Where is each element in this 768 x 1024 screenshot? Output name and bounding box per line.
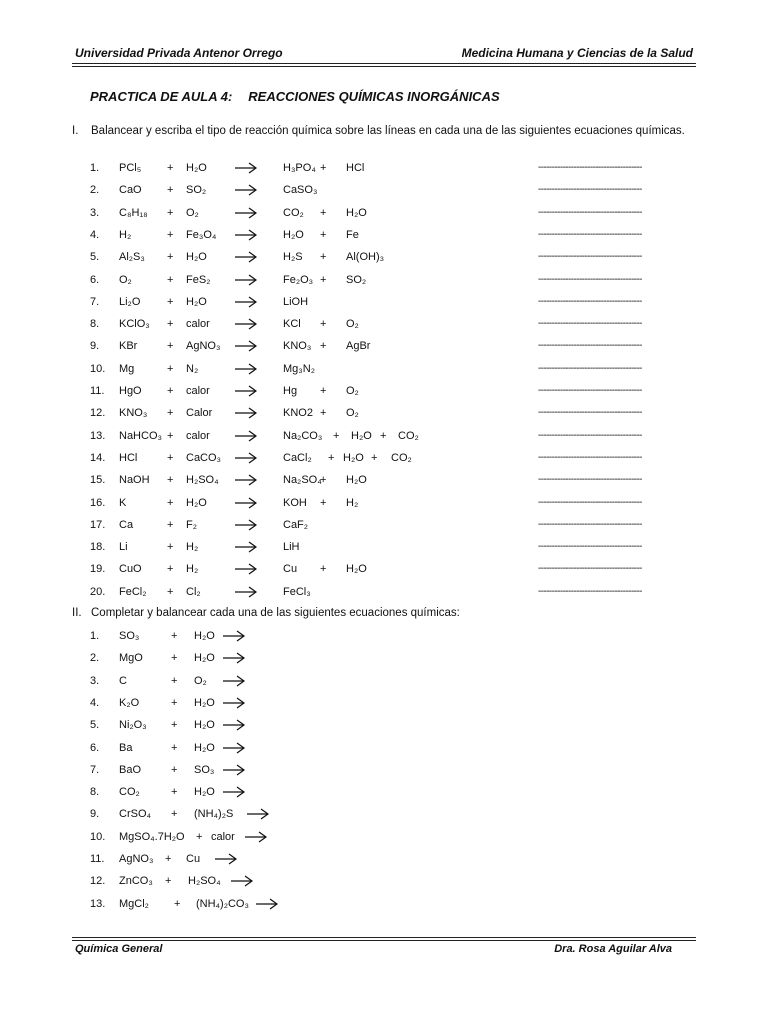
plus-sign: + bbox=[320, 407, 327, 420]
plus-sign: + bbox=[171, 741, 178, 754]
section1-numeral: I. bbox=[72, 125, 79, 137]
reactant: H₂ bbox=[119, 228, 132, 241]
reaction-arrow-icon bbox=[234, 540, 258, 554]
footer-course: Química General bbox=[75, 943, 163, 955]
reaction-arrow-icon bbox=[222, 651, 246, 665]
reactant: calor bbox=[186, 429, 210, 442]
equation-row bbox=[0, 761, 768, 779]
equation-number: 6. bbox=[90, 741, 100, 754]
reactant: KBr bbox=[119, 340, 138, 353]
answer-line: -------------------------------------- bbox=[538, 563, 642, 575]
equation-number: 9. bbox=[90, 808, 100, 821]
reactant: H₂O bbox=[194, 652, 215, 665]
plus-sign: + bbox=[320, 563, 327, 576]
plus-sign: + bbox=[171, 652, 178, 665]
reactant: H₂SO₄ bbox=[186, 474, 219, 487]
equation-row bbox=[0, 181, 768, 199]
product: H₃PO₄ bbox=[283, 162, 316, 174]
title-topic: REACCIONES QUÍMICAS INORGÁNICAS bbox=[248, 89, 500, 104]
equation-number: 6. bbox=[90, 273, 100, 286]
reactant: calor bbox=[186, 318, 210, 331]
reactant: AgNO₃ bbox=[119, 853, 154, 865]
plus-sign: + bbox=[171, 808, 178, 821]
reactant: Fe₃O₄ bbox=[186, 228, 217, 241]
product: CO₂ bbox=[398, 429, 419, 442]
equation-row bbox=[0, 805, 768, 823]
plus-sign: + bbox=[171, 763, 178, 776]
equation-number: 19. bbox=[90, 563, 106, 576]
equation-row bbox=[0, 382, 768, 400]
plus-sign: + bbox=[320, 318, 327, 331]
reaction-arrow-icon bbox=[234, 406, 258, 420]
reaction-arrow-icon bbox=[234, 317, 258, 331]
reactant: H₂O bbox=[186, 162, 207, 174]
answer-line: -------------------------------------- bbox=[538, 273, 642, 285]
page-title bbox=[90, 89, 500, 104]
footer-author: Dra. Rosa Aguilar Alva bbox=[554, 943, 672, 955]
reactant: HgO bbox=[119, 385, 142, 397]
equation-number: 4. bbox=[90, 696, 100, 709]
equation-number: 7. bbox=[90, 763, 100, 776]
product: O₂ bbox=[346, 407, 359, 420]
reaction-arrow-icon bbox=[234, 496, 258, 510]
reactant: Li bbox=[119, 541, 128, 554]
product: H₂O bbox=[346, 474, 367, 487]
footer-rule-top bbox=[72, 937, 696, 938]
product: O₂ bbox=[346, 318, 359, 331]
plus-sign: + bbox=[167, 451, 174, 464]
reactant: H₂O bbox=[194, 696, 215, 709]
reactant: (NH₄)₂S bbox=[194, 808, 234, 821]
plus-sign: + bbox=[167, 206, 174, 219]
equation-row bbox=[0, 538, 768, 556]
reactant: NaOH bbox=[119, 474, 150, 487]
equation-number: 7. bbox=[90, 295, 100, 308]
answer-line: -------------------------------------- bbox=[538, 585, 642, 597]
equation-row bbox=[0, 471, 768, 489]
reactant: H₂O bbox=[194, 630, 215, 642]
answer-line: -------------------------------------- bbox=[538, 451, 642, 463]
reactant: H₂O bbox=[194, 786, 215, 799]
header-faculty: Medicina Humana y Ciencias de la Salud bbox=[461, 46, 693, 60]
plus-sign: + bbox=[167, 585, 174, 598]
reactant: CO₂ bbox=[119, 786, 140, 799]
header-rule-bottom bbox=[72, 66, 696, 67]
plus-sign: + bbox=[380, 429, 387, 442]
equation-number: 14. bbox=[90, 451, 106, 464]
plus-sign: + bbox=[174, 897, 181, 910]
reactant: O₂ bbox=[186, 206, 199, 219]
product: H₂ bbox=[346, 496, 359, 509]
reactant: Al₂S₃ bbox=[119, 251, 145, 264]
reaction-arrow-icon bbox=[234, 585, 258, 599]
answer-line: -------------------------------------- bbox=[538, 251, 642, 263]
reactant: SO₂ bbox=[186, 184, 207, 197]
answer-line: -------------------------------------- bbox=[538, 518, 642, 530]
equation-number: 1. bbox=[90, 630, 100, 642]
product: CO₂ bbox=[283, 206, 304, 219]
reactant: K₂O bbox=[119, 696, 140, 709]
equation-number: 12. bbox=[90, 407, 106, 420]
reactant: Calor bbox=[186, 407, 213, 420]
equation-row bbox=[0, 337, 768, 355]
equation-row bbox=[0, 895, 768, 913]
answer-line: -------------------------------------- bbox=[538, 496, 642, 508]
reactant: PCl₅ bbox=[119, 162, 142, 174]
answer-line: -------------------------------------- bbox=[538, 228, 642, 240]
equation-row bbox=[0, 627, 768, 645]
reactant: AgNO₃ bbox=[186, 340, 221, 353]
equation-number: 8. bbox=[90, 318, 100, 331]
equation-number: 15. bbox=[90, 474, 106, 487]
equation-number: 11. bbox=[90, 853, 105, 865]
product: Fe₂O₃ bbox=[283, 273, 314, 286]
reaction-arrow-icon bbox=[222, 696, 246, 710]
reaction-arrow-icon bbox=[234, 228, 258, 242]
equation-row bbox=[0, 739, 768, 757]
reaction-arrow-icon bbox=[234, 273, 258, 287]
reactant: CrSO₄ bbox=[119, 808, 151, 821]
reactant: calor bbox=[211, 830, 235, 843]
product: Mg₃N₂ bbox=[283, 362, 315, 375]
reactant: FeS₂ bbox=[186, 273, 211, 286]
plus-sign: + bbox=[167, 385, 174, 397]
header-rule-top bbox=[72, 63, 696, 64]
equation-number: 5. bbox=[90, 719, 100, 732]
equation-row bbox=[0, 360, 768, 378]
answer-line: -------------------------------------- bbox=[538, 162, 642, 173]
product: LiOH bbox=[283, 295, 309, 308]
equation-row bbox=[0, 694, 768, 712]
product: H₂S bbox=[283, 251, 303, 264]
plus-sign: + bbox=[320, 273, 327, 286]
product: KOH bbox=[283, 496, 307, 509]
equation-row bbox=[0, 872, 768, 890]
product: CaSO₃ bbox=[283, 184, 318, 197]
equation-number: 18. bbox=[90, 541, 106, 554]
plus-sign: + bbox=[320, 496, 327, 509]
product: Na₂CO₃ bbox=[283, 429, 323, 442]
reactant: Ni₂O₃ bbox=[119, 719, 147, 732]
reactant: NaHCO₃ bbox=[119, 429, 162, 442]
plus-sign: + bbox=[167, 228, 174, 241]
equation-row bbox=[0, 226, 768, 244]
product: SO₂ bbox=[346, 273, 367, 286]
plus-sign: + bbox=[371, 451, 378, 464]
product: KNO₃ bbox=[283, 340, 312, 353]
reaction-arrow-icon bbox=[234, 518, 258, 532]
reactant: KNO₃ bbox=[119, 407, 148, 420]
product: H₂O bbox=[351, 429, 372, 442]
answer-line: -------------------------------------- bbox=[538, 407, 642, 419]
plus-sign: + bbox=[167, 407, 174, 420]
reactant: C bbox=[119, 674, 127, 687]
equation-row bbox=[0, 516, 768, 534]
plus-sign: + bbox=[333, 429, 340, 442]
equation-number: 5. bbox=[90, 251, 100, 264]
reactant: calor bbox=[186, 385, 210, 397]
reactant: MgO bbox=[119, 652, 143, 665]
section1-instruction: Balancear y escriba el tipo de reacción química sobre las líneas en cada una de las siguientes ecuaciones químicas. bbox=[91, 125, 685, 137]
reactant: (NH₄)₂CO₃ bbox=[196, 897, 249, 910]
reaction-arrow-icon bbox=[234, 183, 258, 197]
equation-row bbox=[0, 293, 768, 311]
product: H₂O bbox=[346, 206, 367, 219]
reactant: Ba bbox=[119, 741, 133, 754]
reaction-arrow-icon bbox=[222, 674, 246, 688]
reactant: MgSO₄.7H₂O bbox=[119, 830, 185, 843]
reaction-arrow-icon bbox=[234, 161, 258, 175]
reaction-arrow-icon bbox=[234, 295, 258, 309]
equation-number: 4. bbox=[90, 228, 100, 241]
equation-row bbox=[0, 828, 768, 846]
reaction-arrow-icon bbox=[246, 807, 270, 821]
reactant: H₂O bbox=[186, 295, 207, 308]
product: CaCl₂ bbox=[283, 451, 312, 464]
plus-sign: + bbox=[171, 630, 178, 642]
equation-row bbox=[0, 494, 768, 512]
plus-sign: + bbox=[167, 340, 174, 353]
product: AgBr bbox=[346, 340, 371, 353]
product: H₂O bbox=[346, 563, 367, 576]
product: Fe bbox=[346, 228, 359, 241]
answer-line: -------------------------------------- bbox=[538, 541, 642, 553]
reaction-arrow-icon bbox=[244, 830, 268, 844]
equation-number: 16. bbox=[90, 496, 106, 509]
header-institution: Universidad Privada Antenor Orrego bbox=[75, 46, 283, 60]
reactant: MgCl₂ bbox=[119, 897, 149, 910]
plus-sign: + bbox=[165, 853, 172, 865]
product: H₂O bbox=[283, 228, 304, 241]
reactant: FeCl₂ bbox=[119, 585, 147, 598]
plus-sign: + bbox=[167, 273, 174, 286]
plus-sign: + bbox=[167, 184, 174, 197]
plus-sign: + bbox=[167, 541, 174, 554]
reactant: K bbox=[119, 496, 127, 509]
answer-line: -------------------------------------- bbox=[538, 206, 642, 218]
equation-number: 13. bbox=[90, 429, 106, 442]
answer-line: -------------------------------------- bbox=[538, 295, 642, 307]
plus-sign: + bbox=[171, 696, 178, 709]
reaction-arrow-icon bbox=[214, 852, 238, 866]
product: LiH bbox=[283, 541, 300, 554]
plus-sign: + bbox=[167, 251, 174, 264]
reaction-arrow-icon bbox=[255, 897, 279, 911]
equation-number: 17. bbox=[90, 518, 106, 531]
reactant: O₂ bbox=[194, 674, 207, 687]
reaction-arrow-icon bbox=[234, 429, 258, 443]
section2-numeral: II. bbox=[72, 607, 82, 619]
product: CO₂ bbox=[391, 451, 412, 464]
equation-number: 11. bbox=[90, 385, 105, 397]
equation-number: 3. bbox=[90, 674, 100, 687]
product: FeCl₃ bbox=[283, 585, 311, 598]
reaction-arrow-icon bbox=[222, 741, 246, 755]
reaction-arrow-icon bbox=[222, 763, 246, 777]
reactant: O₂ bbox=[119, 273, 132, 286]
reaction-arrow-icon bbox=[222, 718, 246, 732]
equation-row bbox=[0, 672, 768, 690]
equation-number: 9. bbox=[90, 340, 100, 353]
reactant: N₂ bbox=[186, 362, 199, 375]
equation-row bbox=[0, 560, 768, 578]
plus-sign: + bbox=[167, 295, 174, 308]
reaction-arrow-icon bbox=[234, 384, 258, 398]
answer-line: -------------------------------------- bbox=[538, 429, 642, 441]
plus-sign: + bbox=[320, 228, 327, 241]
equation-row bbox=[0, 449, 768, 467]
answer-line: -------------------------------------- bbox=[538, 362, 642, 374]
equation-number: 3. bbox=[90, 206, 100, 219]
reactant: H₂O bbox=[186, 496, 207, 509]
equation-number: 10. bbox=[90, 362, 106, 375]
reactant: Mg bbox=[119, 362, 135, 375]
reactant: H₂ bbox=[186, 563, 199, 576]
product: O₂ bbox=[346, 385, 359, 397]
product: Na₂SO₄ bbox=[283, 474, 322, 487]
plus-sign: + bbox=[167, 162, 174, 174]
reactant: H₂ bbox=[186, 541, 199, 554]
product: Hg bbox=[283, 385, 298, 397]
footer-rule-bottom bbox=[72, 940, 696, 941]
reaction-arrow-icon bbox=[234, 339, 258, 353]
reactant: H₂O bbox=[186, 251, 207, 264]
plus-sign: + bbox=[320, 206, 327, 219]
plus-sign: + bbox=[167, 362, 174, 375]
title-prefix: PRACTICA DE AULA 4: bbox=[90, 89, 233, 104]
equation-row bbox=[0, 315, 768, 333]
equation-row bbox=[0, 716, 768, 734]
plus-sign: + bbox=[165, 875, 172, 888]
answer-line: -------------------------------------- bbox=[538, 474, 642, 486]
reactant: CaCO₃ bbox=[186, 451, 222, 464]
reactant: Ca bbox=[119, 518, 134, 531]
plus-sign: + bbox=[320, 474, 327, 487]
section2-instruction: Completar y balancear cada una de las siguientes ecuaciones químicas: bbox=[91, 607, 460, 619]
plus-sign: + bbox=[171, 719, 178, 732]
plus-sign: + bbox=[320, 251, 327, 264]
equation-number: 10. bbox=[90, 830, 106, 843]
reactant: CaO bbox=[119, 184, 142, 197]
equation-number: 20. bbox=[90, 585, 106, 598]
equation-row bbox=[0, 248, 768, 266]
reaction-arrow-icon bbox=[234, 362, 258, 376]
equation-row bbox=[0, 271, 768, 289]
plus-sign: + bbox=[167, 318, 174, 331]
reactant: BaO bbox=[119, 763, 142, 776]
reaction-arrow-icon bbox=[234, 451, 258, 465]
product: KNO2 bbox=[283, 407, 313, 420]
equation-number: 13. bbox=[90, 897, 106, 910]
answer-line: -------------------------------------- bbox=[538, 385, 642, 396]
plus-sign: + bbox=[328, 451, 335, 464]
plus-sign: + bbox=[171, 786, 178, 799]
product: HCl bbox=[346, 162, 365, 174]
reactant: ZnCO₃ bbox=[119, 875, 153, 888]
reaction-arrow-icon bbox=[234, 250, 258, 264]
reactant: SO₃ bbox=[194, 763, 215, 776]
equation-row bbox=[0, 583, 768, 601]
plus-sign: + bbox=[167, 563, 174, 576]
reaction-arrow-icon bbox=[222, 785, 246, 799]
reactant: H₂O bbox=[194, 719, 215, 732]
equation-number: 12. bbox=[90, 875, 106, 888]
product: Al(OH)₃ bbox=[346, 251, 385, 264]
reactant: HCl bbox=[119, 451, 138, 464]
equation-number: 8. bbox=[90, 786, 100, 799]
reaction-arrow-icon bbox=[234, 206, 258, 220]
plus-sign: + bbox=[167, 474, 174, 487]
equation-row bbox=[0, 427, 768, 445]
plus-sign: + bbox=[167, 496, 174, 509]
equation-row bbox=[0, 649, 768, 667]
equation-row bbox=[0, 783, 768, 801]
equation-row bbox=[0, 204, 768, 222]
reactant: Li₂O bbox=[119, 295, 141, 308]
reaction-arrow-icon bbox=[234, 473, 258, 487]
reactant: H₂SO₄ bbox=[188, 875, 221, 888]
plus-sign: + bbox=[167, 429, 174, 442]
plus-sign: + bbox=[320, 385, 327, 397]
plus-sign: + bbox=[320, 340, 327, 353]
product: CaF₂ bbox=[283, 518, 309, 531]
reactant: Cl₂ bbox=[186, 585, 201, 598]
reactant: H₂O bbox=[194, 741, 215, 754]
plus-sign: + bbox=[167, 518, 174, 531]
equation-number: 2. bbox=[90, 652, 100, 665]
reactant: KClO₃ bbox=[119, 318, 150, 331]
equation-row bbox=[0, 404, 768, 422]
equation-row bbox=[0, 850, 768, 868]
reactant: SO₃ bbox=[119, 630, 140, 642]
answer-line: -------------------------------------- bbox=[538, 318, 642, 330]
reaction-arrow-icon bbox=[222, 629, 246, 643]
product: KCl bbox=[283, 318, 301, 331]
answer-line: -------------------------------------- bbox=[538, 184, 642, 196]
equation-row bbox=[0, 159, 768, 177]
reactant: C₈H₁₈ bbox=[119, 206, 148, 219]
plus-sign: + bbox=[196, 830, 203, 843]
equation-number: 2. bbox=[90, 184, 100, 197]
equation-number: 1. bbox=[90, 162, 100, 174]
product: H₂O bbox=[343, 451, 364, 464]
plus-sign: + bbox=[171, 674, 178, 687]
reaction-arrow-icon bbox=[234, 562, 258, 576]
reactant: CuO bbox=[119, 563, 142, 576]
answer-line: -------------------------------------- bbox=[538, 340, 642, 352]
reactant: F₂ bbox=[186, 518, 197, 531]
reactant: Cu bbox=[186, 853, 201, 865]
plus-sign: + bbox=[320, 162, 327, 174]
product: Cu bbox=[283, 563, 298, 576]
reaction-arrow-icon bbox=[230, 874, 254, 888]
